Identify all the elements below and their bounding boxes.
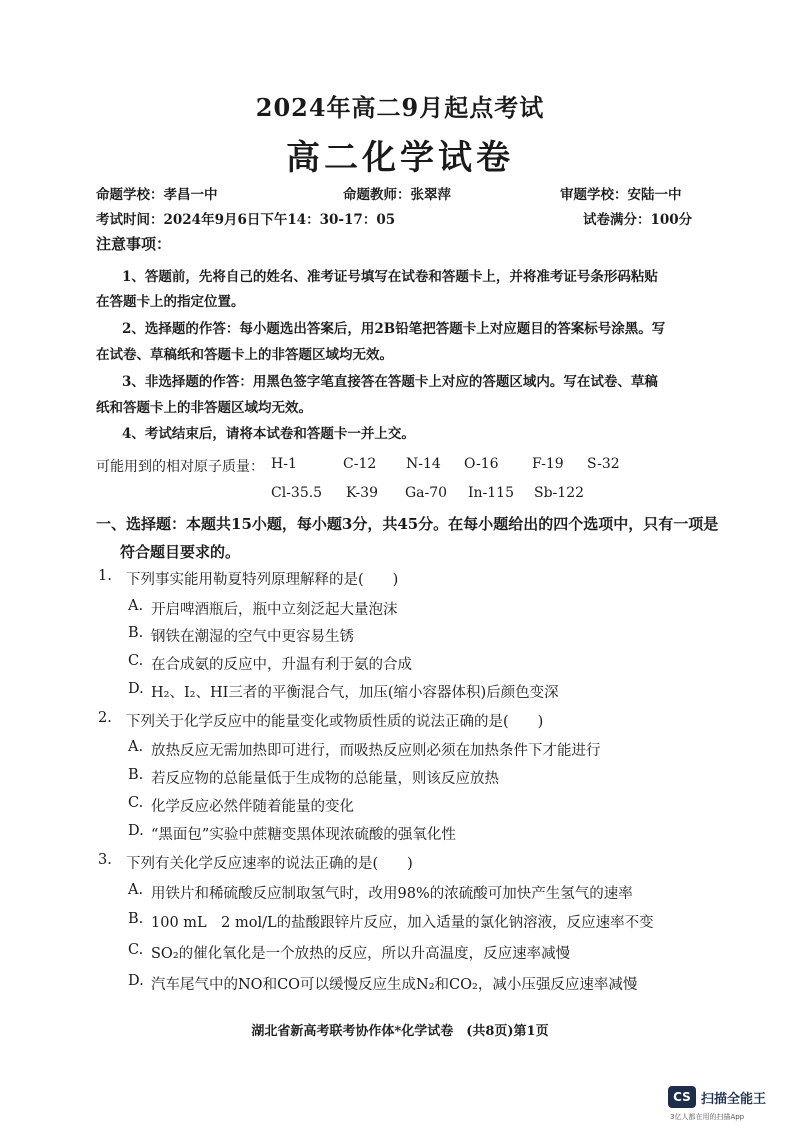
section-heading-line-2: 符合题目要求的。 — [120, 543, 241, 561]
exam-title: 2024年高二9月起点考试 — [255, 93, 545, 122]
notice-item-3-line-2: 纸和答题卡上的非答题区域均无效。 — [96, 400, 312, 416]
question-number: 1. — [98, 568, 112, 584]
notice-item-1-line-2: 在答题卡上的指定位置。 — [96, 294, 245, 310]
option-letter: C. — [128, 653, 144, 669]
atomic-mass-item: F-19 — [532, 456, 564, 472]
option-letter: D. — [128, 823, 144, 839]
atomic-mass-item: Cl-35.5 — [271, 485, 323, 501]
question-number: 2. — [98, 710, 112, 726]
notice-heading: 注意事项： — [96, 235, 172, 253]
section-heading-line-1: 一、选择题：本题共15小题，每小题3分，共45分。在每小题给出的四个选项中，只有一项是 — [96, 515, 719, 533]
scanner-logo-icon: CS — [668, 1086, 696, 1108]
meta-reviewer: 审题学校：安陆一中 — [560, 187, 682, 203]
option-letter: D. — [128, 681, 144, 697]
scanner-watermark — [668, 1086, 788, 1126]
meta-teacher: 命题教师：张翠萍 — [343, 187, 451, 203]
option-letter: C. — [128, 942, 144, 958]
option-text: 100 mL 2 mol/L的盐酸跟锌片反应，加入适量的氯化钠溶液，反应速率不变 — [151, 915, 654, 931]
option-text: 在合成氨的反应中，升温有利于氨的合成 — [151, 657, 412, 673]
option-letter: D. — [128, 973, 144, 989]
meta-score: 试卷满分：100分 — [583, 212, 693, 228]
option-text: 放热反应无需加热即可进行，而吸热反应则必须在加热条件下才能进行 — [151, 743, 601, 759]
atomic-mass-item: C-12 — [343, 456, 377, 472]
scanner-app-name: 扫描全能王 — [701, 1092, 767, 1107]
notice-item-2-line-2: 在试卷、草稿纸和答题卡上的非答题区域均无效。 — [96, 347, 393, 363]
page-footer: 湖北省新高考联考协作体*化学试卷 (共8页)第1页 — [251, 1024, 549, 1039]
question-stem: 下列事实能用勒夏特列原理解释的是( ) — [126, 572, 399, 588]
atomic-mass-item: Ga-70 — [405, 485, 448, 501]
option-letter: A. — [128, 739, 144, 755]
question-stem: 下列关于化学反应中的能量变化或物质性质的说法正确的是( ) — [126, 714, 544, 730]
scanner-tagline: 3亿人都在用的扫描App — [670, 1113, 745, 1121]
notice-item-2-line-1: 2、选择题的作答：每小题选出答案后，用2B铅笔把答题卡上对应题目的答案标号涂黑。写 — [122, 321, 666, 337]
atomic-mass-item: S-32 — [587, 456, 620, 472]
question-number: 3. — [98, 852, 112, 868]
subject-title: 高二化学试卷 — [286, 138, 514, 178]
meta-school: 命题学校：孝昌一中 — [96, 187, 218, 203]
question-stem: 下列有关化学反应速率的说法正确的是( ) — [126, 856, 413, 872]
option-letter: B. — [128, 625, 144, 641]
option-text: 若反应物的总能量低于生成物的总能量，则该反应放热 — [151, 771, 499, 787]
atomic-mass-item: O-16 — [464, 456, 499, 472]
atomic-mass-item: N-14 — [406, 456, 441, 472]
option-letter: A. — [128, 598, 144, 614]
option-letter: C. — [128, 795, 144, 811]
option-text: 化学反应必然伴随着能量的变化 — [151, 799, 354, 815]
option-text: “黑面包”实验中蔗糖变黑体现浓硫酸的强氧化性 — [151, 827, 456, 843]
atomic-mass-label: 可能用到的相对原子质量： — [96, 459, 264, 475]
atomic-mass-item: H-1 — [271, 456, 297, 472]
option-text: 开启啤酒瓶后，瓶中立刻泛起大量泡沫 — [151, 602, 398, 618]
option-letter: B. — [128, 911, 144, 927]
atomic-mass-item: Sb-122 — [534, 485, 585, 501]
meta-time: 考试时间：2024年9月6日下午14：30-17：05 — [96, 212, 396, 228]
option-letter: A. — [128, 882, 144, 898]
option-letter: B. — [128, 767, 144, 783]
option-text: 钢铁在潮湿的空气中更容易生锈 — [151, 629, 354, 645]
notice-item-3-line-1: 3、非选择题的作答：用黑色签字笔直接答在答题卡上对应的答题区域内。写在试卷、草稿 — [122, 374, 658, 390]
atomic-mass-item: K-39 — [346, 485, 378, 501]
option-text: 用铁片和稀硫酸反应制取氢气时，改用98%的浓硫酸可加快产生氢气的速率 — [151, 886, 633, 902]
notice-item-4: 4、考试结束后，请将本试卷和答题卡一并上交。 — [122, 426, 415, 442]
atomic-mass-item: In-115 — [468, 485, 514, 501]
notice-item-1-line-1: 1、答题前，先将自己的姓名、准考证号填写在试卷和答题卡上，并将准考证号条形码粘贴 — [122, 269, 658, 285]
option-text: SO₂的催化氧化是一个放热的反应，所以升高温度，反应速率减慢 — [151, 946, 571, 962]
option-text: 汽车尾气中的NO和CO可以缓慢反应生成N₂和CO₂，减小压强反应速率减慢 — [151, 977, 638, 993]
option-text: H₂、I₂、HI三者的平衡混合气，加压(缩小容器体积)后颜色变深 — [151, 685, 559, 701]
